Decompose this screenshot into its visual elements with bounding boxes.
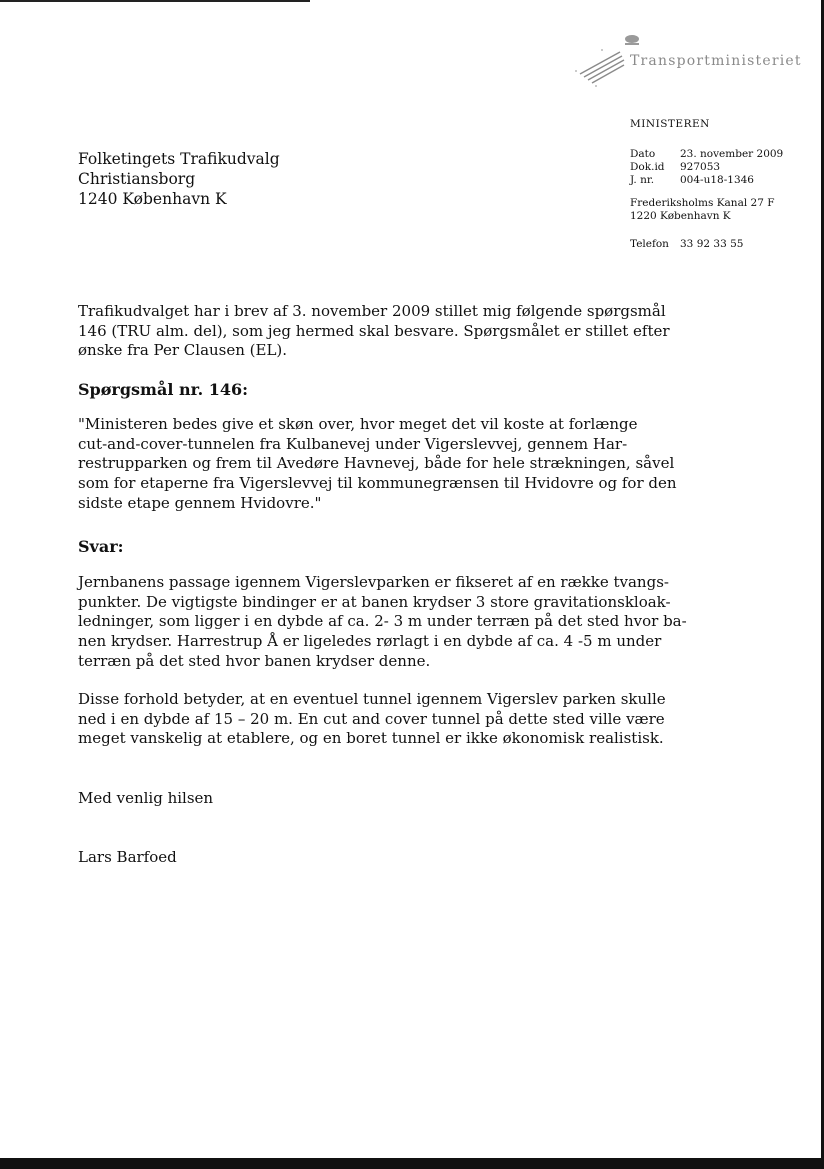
answer-line: punkter. De vigtigste bindinger er at banen krydser 3 store gravitationskloak- — [78, 592, 671, 611]
office-label: MINISTEREN — [630, 118, 710, 130]
sender-address-line2: 1220 København K — [630, 210, 731, 222]
jnr-value: 004-u18-1346 — [680, 174, 754, 186]
sender-phone — [630, 238, 743, 250]
intro-line: 146 (TRU alm. del), som jeg hermed skal besvare. Spørgsmålet er stillet efter — [78, 321, 670, 340]
answer-line: terræn på det sted hvor banen krydser denne. — [78, 651, 431, 670]
phone-label: Telefon — [630, 238, 669, 250]
answer-line: ledninger, som ligger i en dybde af ca. 2- 3 m under terræn på det sted hvor ba- — [78, 612, 687, 631]
question-heading: Spørgsmål nr. 146: — [78, 380, 249, 399]
intro-line: Trafikudvalget har i brev af 3. november 2009 stillet mig følgende spørgsmål — [78, 302, 666, 320]
answer-line: nen krydser. Harrestrup Å er ligeledes rørlagt i en dybde af ca. 4 -5 m under — [78, 632, 662, 651]
answer-heading: Svar: — [78, 537, 124, 556]
date-label: Dato — [630, 148, 656, 160]
answer-line: Disse forhold betyder, at en eventuel tunnel igennem Vigerslev parken skulle — [78, 690, 666, 708]
ministry-name: Transportministeriet — [630, 53, 802, 69]
ministry-logo — [572, 30, 802, 90]
question-line: cut-and-cover-tunnelen fra Kulbanevej under Vigerslevvej, gennem Har- — [78, 434, 628, 453]
sender-address-line1: Frederiksholms Kanal 27 F — [630, 197, 775, 209]
recipient-line2: Christiansborg — [78, 170, 196, 188]
intro-paragraph — [78, 302, 670, 361]
intro-line: ønske fra Per Clausen (EL). — [78, 341, 288, 360]
answer-line: ned i en dybde af 15 – 20 m. En cut and cover tunnel på dette sted ville være — [78, 709, 665, 728]
closing-salutation: Med venlig hilsen — [78, 789, 214, 807]
phone-value: 33 92 33 55 — [680, 238, 744, 250]
sender-address — [630, 197, 775, 223]
jnr-label: J. nr. — [630, 174, 655, 186]
recipient-line3: 1240 København K — [78, 190, 227, 208]
question-line: sidste etape gennem Hvidovre." — [78, 493, 322, 512]
date-value: 23. november 2009 — [680, 148, 784, 160]
question-paragraph — [78, 415, 677, 514]
question-line: "Ministeren bedes give et skøn over, hvor meget det vil koste at forlænge — [78, 415, 638, 433]
recipient-address — [78, 149, 280, 209]
answer-line: Jernbanens passage igennem Vigerslevparken er fikseret af en række tvangs- — [78, 573, 669, 591]
question-line: restrupparken og frem til Avedøre Havnevej, både for hele strækningen, såvel — [78, 454, 675, 473]
scan-edge-bottom — [0, 1158, 824, 1169]
dokid-value: 927053 — [680, 161, 721, 173]
document-metadata — [630, 148, 783, 187]
dokid-label: Dok.id — [630, 161, 665, 173]
question-line: som for etaperne fra Vigerslevvej til kommunegrænsen til Hvidovre og for den — [78, 474, 677, 493]
answer-paragraph-1 — [78, 573, 687, 672]
answer-line: meget vanskelig at etablere, og en boret tunnel er ikke økonomisk realistisk. — [78, 729, 664, 748]
recipient-line1: Folketingets Trafikudvalg — [78, 150, 280, 168]
answer-paragraph-2 — [78, 690, 666, 749]
signature-name: Lars Barfoed — [78, 848, 177, 866]
scan-edge-top — [0, 0, 310, 2]
